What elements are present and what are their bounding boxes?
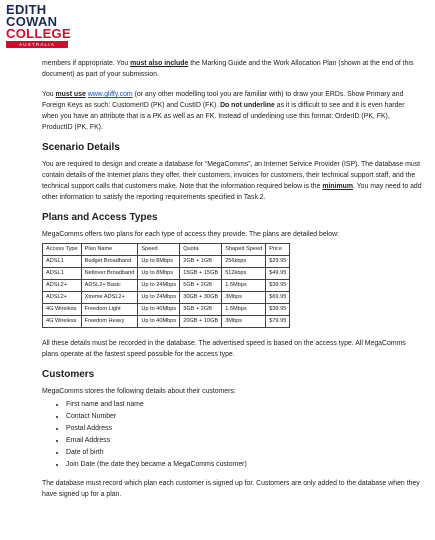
college-logo: [6, 4, 72, 48]
table-header-row: [43, 244, 290, 256]
emphasis: Do not underline: [220, 102, 275, 109]
table-cell: 4G Wireless: [43, 316, 82, 328]
text: . You may need to add other information to satisfy the reporting requirements specified in Task 2.: [42, 183, 422, 201]
table-cell: 2GB + 1GB: [180, 256, 222, 268]
column-header: Quota: [180, 244, 222, 256]
table-cell: 1.5Mbps: [222, 280, 266, 292]
table-cell: ADSL2+: [43, 280, 82, 292]
text: as it is difficult to see and it is even harder when you have an attribute that is a PK as well as an FK. Instead of underlining use this format: OrderID (PK, FK), ProductID (PK, FK).: [42, 102, 405, 131]
text: the Marking Guide and the Work Allocation Plan (shown at the end of this document) as part of your submission.: [42, 60, 414, 78]
plans-intro: MegaComms offers two plans for each type of access they provide. The plans are detailed below:: [42, 231, 339, 238]
table-cell: Up to 8Mbps: [138, 256, 180, 268]
customers-intro: MegaComms stores the following details about their customers:: [42, 388, 236, 395]
table-cell: ADSL2+ Basic: [81, 280, 138, 292]
table-cell: ADSL1: [43, 256, 82, 268]
emphasis: must use: [55, 91, 86, 98]
gliffy-link[interactable]: www.gliffy.com: [87, 91, 133, 98]
scenario-heading: Scenario Details: [42, 142, 120, 153]
table-row: [43, 316, 290, 328]
table-cell: 20GB + 10GB: [180, 316, 222, 328]
table-cell: ADSL1: [43, 268, 82, 280]
table-cell: Up to 24Mbps: [138, 292, 180, 304]
column-header: Speed: [138, 244, 180, 256]
list-item: • Date of birth: [66, 448, 422, 458]
table-cell: Netlover Broadband: [81, 268, 138, 280]
table-cell: 15GB + 15GB: [180, 268, 222, 280]
table-cell: $39.95: [266, 304, 290, 316]
table-row: [43, 256, 290, 268]
table-cell: 512kbps: [222, 268, 266, 280]
customers-heading: Customers: [42, 369, 95, 380]
text: (or any other modelling tool you are familiar with) to draw your ERDs. Show Primary and Foreign Keys as such: CustomerID (PK) and CustID (FK).: [42, 91, 404, 109]
table-cell: $29.95: [266, 256, 290, 268]
table-cell: Freedom Heavy: [81, 316, 138, 328]
plans-after-paragraph: All these details must be recorded in the database. The advertised speed is based on the access type. All MegaComms plans operate at the fastest speed possible for the access type.: [42, 340, 406, 358]
table-cell: 3Mbps: [222, 316, 266, 328]
document-body: [42, 58, 422, 509]
plans-table: [42, 243, 290, 328]
table-cell: Up to 8Mbps: [138, 268, 180, 280]
table-row: [43, 280, 290, 292]
table-row: [43, 292, 290, 304]
erd-paragraph: [42, 89, 422, 133]
table-cell: 5GB + 2GB: [180, 280, 222, 292]
text: members if appropriate. You: [42, 60, 131, 67]
list-item: • Join Date (the date they became a MegaComms customer): [66, 460, 422, 470]
table-cell: 30GB + 30GB: [180, 292, 222, 304]
plans-heading: Plans and Access Types: [42, 212, 158, 223]
table-cell: $79.95: [266, 316, 290, 328]
column-header: Shaped Speed: [222, 244, 266, 256]
scenario-paragraph: [42, 159, 422, 203]
list-item: • Email Address: [66, 436, 422, 446]
table-cell: Up to 24Mbps: [138, 280, 180, 292]
table-cell: ADSL2+: [43, 292, 82, 304]
table-row: [43, 304, 290, 316]
table-row: [43, 268, 290, 280]
column-header: Price: [266, 244, 290, 256]
column-header: Access Type: [43, 244, 82, 256]
customer-details-list: [42, 400, 422, 470]
list-item: • Postal Address: [66, 424, 422, 434]
table-cell: 3Mbps: [222, 292, 266, 304]
table-cell: 4G Wireless: [43, 304, 82, 316]
table-cell: 1.5Mbps: [222, 304, 266, 316]
table-cell: $49.95: [266, 268, 290, 280]
emphasis: minimum: [322, 183, 354, 190]
table-cell: 256kbps: [222, 256, 266, 268]
table-cell: Xtreme ADSL2+: [81, 292, 138, 304]
emphasis: must also include: [130, 60, 189, 67]
table-cell: 3GB + 2GB: [180, 304, 222, 316]
column-header: Plan Name: [81, 244, 138, 256]
table-cell: Freedom Light: [81, 304, 138, 316]
table-cell: $69.95: [266, 292, 290, 304]
table-cell: Budget Broadband: [81, 256, 138, 268]
submission-paragraph: [42, 58, 422, 80]
list-item: • First name and last name: [66, 400, 422, 410]
list-item: • Contact Number: [66, 412, 422, 422]
table-cell: Up to 40Mbps: [138, 316, 180, 328]
text: You are required to design and create a database for “MegaComms”, an Internet Service Provider (ISP). The database must contain details of the Internet plans they offer, their customers, invoices for customers, their technical support staff, and the technical support calls that customers make. Note that the information required below is the: [42, 161, 421, 190]
table-cell: Up to 40Mbps: [138, 304, 180, 316]
logo-line-3: COLLEGE: [6, 26, 71, 41]
table-cell: $39.95: [266, 280, 290, 292]
customers-after-paragraph: The database must record which plan each customer is signed up for. Customers are only added to the database when they have signed up for a plan.: [42, 480, 420, 498]
logo-line-4: AUSTRALIA: [6, 41, 68, 48]
text: You: [42, 91, 56, 98]
logo-line-1: EDITH: [6, 2, 47, 17]
logo-line-2: COWAN: [6, 14, 58, 29]
